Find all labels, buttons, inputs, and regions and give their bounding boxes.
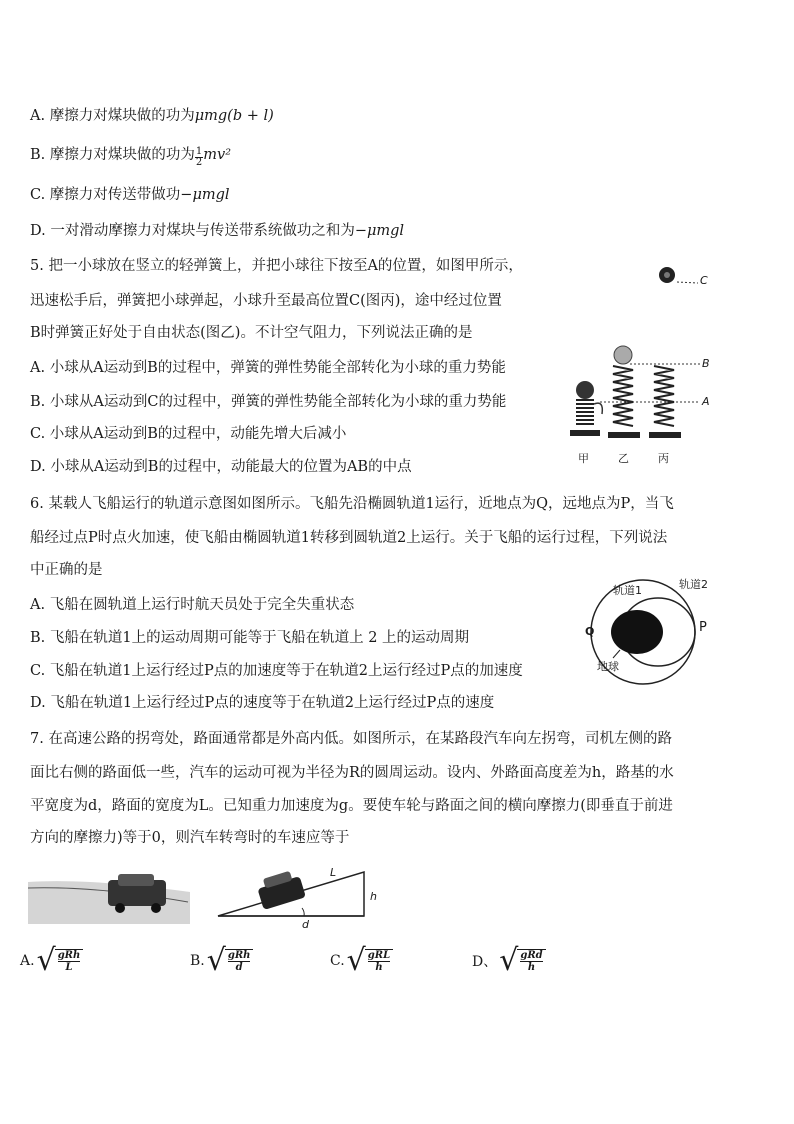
q7-stem-line-4: 方向的摩擦力)等于0，则汽车转弯时的车速应等于 (30, 830, 350, 846)
ball-highlight (664, 272, 670, 278)
label-earth: 地球 (597, 660, 619, 673)
q4-option-a (30, 106, 274, 126)
q7-option-c-label: C. (330, 953, 345, 969)
sqrt-denominator: h (527, 961, 536, 973)
q4-option-c-math: −μmgl (180, 187, 230, 203)
q5-stem-line-2: 迅速松手后，弹簧把小球弹起，小球升至最高位置C(图丙)，途中经过位置 (30, 293, 502, 309)
sqrt-icon: √ (206, 943, 226, 978)
label-a: A (702, 395, 710, 408)
q6-option-b: B. 飞船在轨道1上的运动周期可能等于飞船在轨道上 2 上的运动周期 (30, 630, 470, 646)
q7-option-b (190, 943, 253, 978)
q4-option-b-text: B. 摩擦力对煤块做的功为 (30, 147, 195, 163)
q4-option-a-text: A. 摩擦力对煤块做的功为 (30, 108, 195, 124)
sqrt-icon: √ (346, 943, 366, 978)
car-wheel-icon (115, 903, 125, 913)
q7-option-b-label: B. (190, 953, 205, 969)
sqrt-numerator: gRh (57, 949, 81, 961)
q6-stem-line-3: 中正确的是 (30, 562, 103, 578)
q5-figure-springs (560, 338, 720, 468)
q5-figure-ball-c (650, 262, 720, 292)
earth-pointer (613, 650, 620, 658)
q4-option-d (30, 221, 404, 241)
base-3 (649, 432, 681, 438)
q6-option-c: C. 飞船在轨道1上运行经过P点的加速度等于在轨道2上运行经过P点的加速度 (30, 663, 523, 679)
q6-option-a: A. 飞船在圆轨道上运行时航天员处于完全失重状态 (30, 597, 355, 613)
q7-option-a-label: A. (20, 953, 35, 969)
q6-option-d: D. 飞船在轨道1上运行经过P点的速度等于在轨道2上运行经过P点的速度 (30, 695, 495, 711)
spring-c-icon (654, 366, 674, 426)
fraction-numerator: 1 (195, 146, 203, 157)
q7-stem-line-1: 7. 在高速公路的拐弯处，路面通常都是外高内低。如图所示，在某路段汽车向左拐弯，司机左侧的路 (30, 731, 672, 747)
fraction-denominator: 2 (195, 157, 203, 168)
hand-icon (594, 403, 602, 414)
q4-option-c-text: C. 摩擦力对传送带做功 (30, 187, 181, 203)
q5-option-c: C. 小球从A运动到B的过程中，动能先增大后减小 (30, 426, 347, 442)
label-l: L (330, 866, 337, 879)
q4-option-b-math: mv² (203, 147, 232, 163)
sqrt-expression (206, 943, 254, 978)
label-b: B (702, 357, 710, 370)
caption-bing: 丙 (658, 452, 669, 465)
sqrt-denominator: L (65, 961, 73, 973)
q7-stem-line-3: 平宽度为d，路面的宽度为L。已知重力加速度为g。要使车轮与路面之间的横向摩擦力(即垂直于前进 (30, 798, 673, 814)
label-orbit-1: 轨道1 (613, 584, 642, 597)
q7-option-c (330, 943, 393, 978)
base-1 (570, 430, 600, 436)
sqrt-numerator: gRL (367, 949, 391, 961)
base-2 (608, 432, 640, 438)
ball-a-icon (576, 381, 594, 399)
q7-figure-banked-road (214, 862, 384, 932)
q5-stem-line-3: B时弹簧正好处于自由状态(图乙)。不计空气阻力，下列说法正确的是 (30, 325, 473, 341)
car-on-slope-icon (255, 868, 306, 910)
q7-option-d-label: D、 (472, 954, 498, 970)
sqrt-expression (346, 943, 393, 978)
q6-stem-line-1: 6. 某载人飞船运行的轨道示意图如图所示。飞船先沿椭圆轨道1运行，近地点为Q，远地点为P，当飞 (30, 496, 674, 512)
sqrt-expression (499, 943, 545, 978)
q4-option-a-math: μmg(b + l) (194, 108, 274, 124)
caption-jia: 甲 (578, 452, 589, 465)
q7-option-a (20, 943, 83, 978)
q4-option-d-text: D. 一对滑动摩擦力对煤块与传送带系统做功之和为 (30, 223, 355, 239)
label-q: Q (585, 625, 595, 638)
label-orbit-2: 轨道2 (679, 578, 708, 591)
level-c-dashline (677, 282, 698, 283)
earth-icon (611, 610, 663, 654)
angle-arc (302, 908, 304, 916)
q5-stem-line-1: 5. 把一小球放在竖立的轻弹簧上，并把小球往下按至A的位置，如图甲所示， (30, 258, 523, 274)
q4-option-d-math: −μmgl (354, 223, 405, 239)
label-d: d (302, 918, 309, 931)
banked-road-diagram (214, 862, 384, 932)
label-h: h (370, 890, 377, 903)
sqrt-expression (36, 943, 84, 978)
ball-c-diagram (650, 262, 720, 292)
sqrt-icon: √ (499, 943, 519, 978)
q4-option-b-fraction (195, 147, 203, 168)
q6-figure-orbits (575, 570, 725, 690)
sqrt-numerator: gRh (227, 949, 251, 961)
q7-option-d (472, 943, 546, 978)
q7-figure-car-photo (28, 868, 190, 924)
q5-option-b: B. 小球从A运动到C的过程中，弹簧的弹性势能全部转化为小球的重力势能 (30, 394, 507, 410)
q6-stem-line-2: 船经过点P时点火加速，使飞船由椭圆轨道1转移到圆轨道2上运行。关于飞船的运行过程，下列说法 (30, 530, 668, 546)
sqrt-icon: √ (36, 943, 56, 978)
sqrt-denominator: d (235, 961, 243, 973)
car-photo-sketch (28, 868, 190, 924)
car-roof-icon (118, 874, 154, 886)
springs-diagram (560, 338, 720, 468)
label-c: C (700, 274, 708, 287)
q7-stem-line-2: 面比右侧的路面低一些，汽车的运动可视为半径为R的圆周运动。设内、外路面高度差为h，路基的水 (30, 765, 674, 781)
spring-free-icon (613, 366, 633, 426)
q4-option-c (30, 185, 230, 205)
q5-option-d: D. 小球从A运动到B的过程中，动能最大的位置为AB的中点 (30, 459, 412, 475)
sqrt-denominator: h (375, 961, 383, 973)
caption-yi: 乙 (618, 452, 629, 465)
car-wheel-icon (151, 903, 161, 913)
q4-option-b (30, 145, 231, 168)
q5-option-a: A. 小球从A运动到B的过程中，弹簧的弹性势能全部转化为小球的重力势能 (30, 360, 506, 376)
ball-b-icon (614, 346, 632, 364)
sqrt-numerator: gRd (520, 949, 543, 961)
spring-compressed-icon (576, 400, 594, 424)
label-p: P (699, 620, 707, 635)
